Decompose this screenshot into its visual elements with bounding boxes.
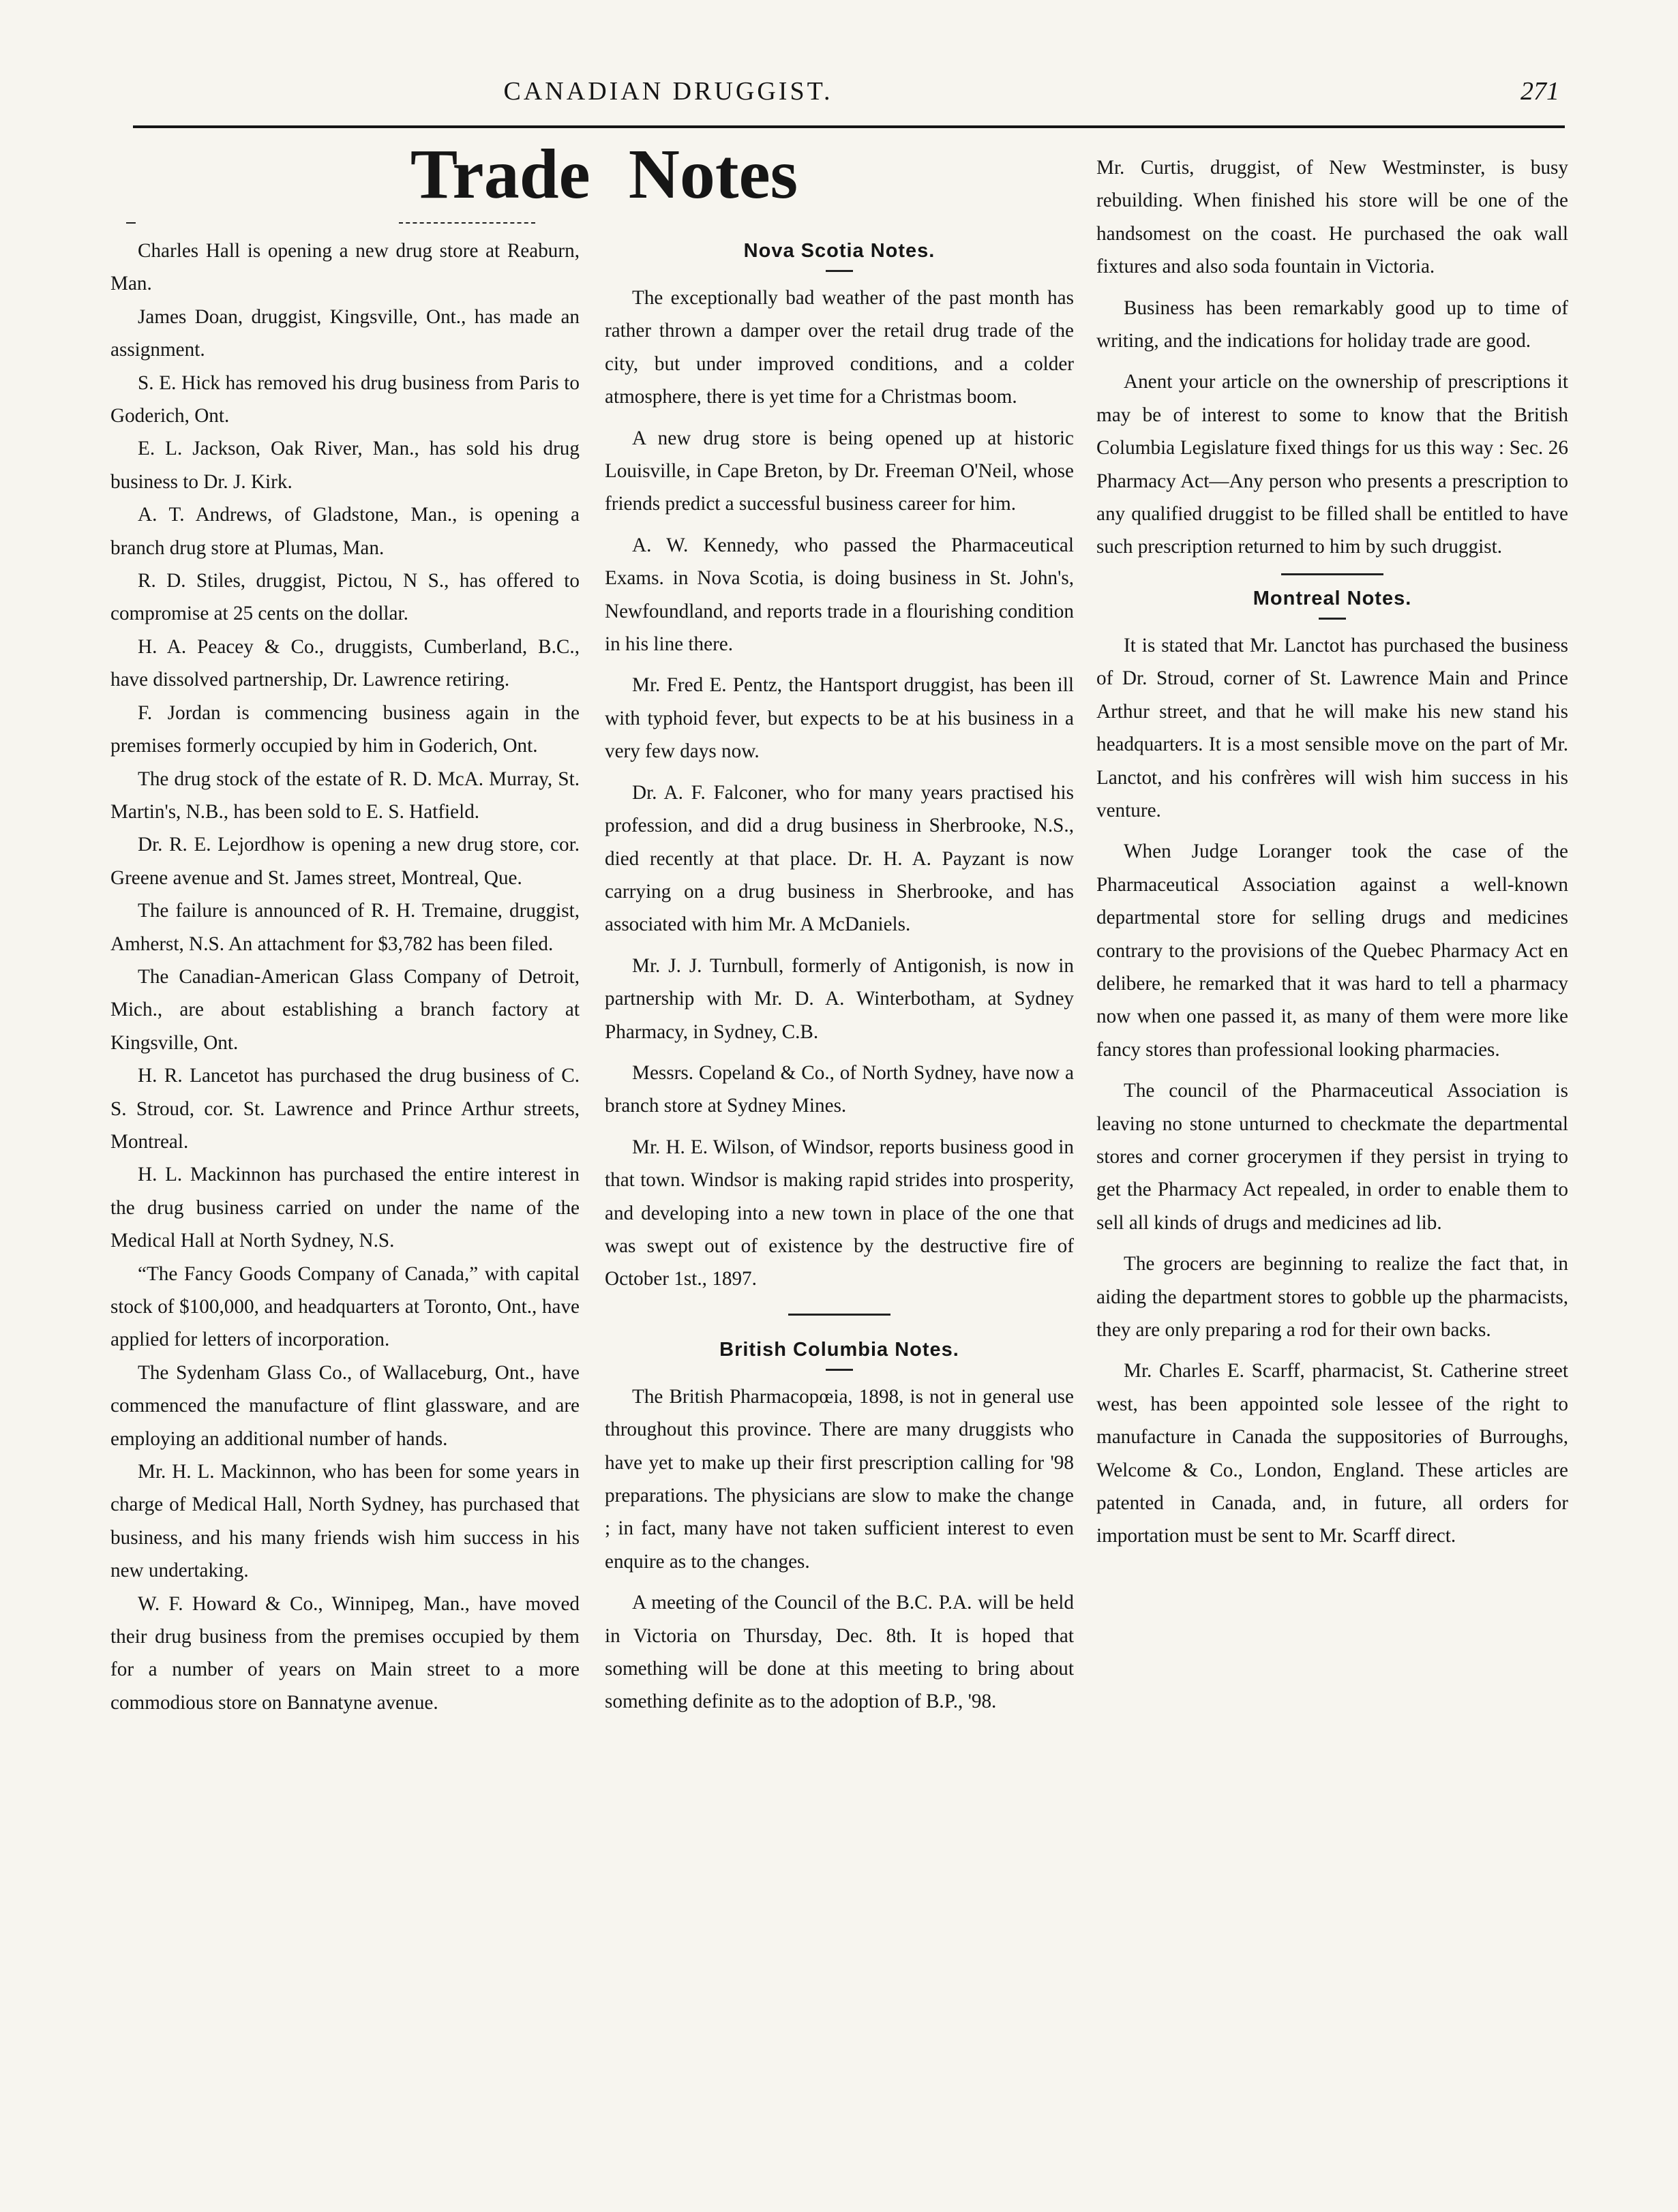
heading-rule xyxy=(826,1369,853,1371)
british-columbia-paragraph: Mr. Curtis, druggist, of New Westminster, is busy rebuilding. When finished his store will be one of the handsomest on the coast. He purchased the oak wall fixtures and also soda fountain in Victoria. xyxy=(1096,157,1568,278)
trade-note: F. Jordan is commencing business again in the premises formerly occupied by him in Goderich, Ont. xyxy=(110,701,580,757)
trade-note: The drug stock of the estate of R. D. McA. Murray, St. Martin's, N.B., has been sold to E. S. Hatfield. xyxy=(110,768,580,823)
section-heading-british-columbia: British Columbia Notes. xyxy=(719,1338,959,1361)
nova-scotia-paragraph: The exceptionally bad weather of the past month has rather thrown a damper over the retail drug trade of the city, but under improved conditions, and a colder atmosphere, there is yet time for a Christmas boom. xyxy=(605,287,1074,408)
trade-note: A. T. Andrews, of Gladstone, Man., is opening a branch drug store at Plumas, Man. xyxy=(110,504,580,559)
british-columbia-paragraph: A meeting of the Council of the B.C. P.A. will be held in Victoria on Thursday, Dec. 8th. It is hoped that something will be done at this meeting to bring about something definite as to the adoption of B.P., '98. xyxy=(605,1592,1074,1713)
section-heading-nova-scotia: Nova Scotia Notes. xyxy=(743,240,935,262)
british-columbia-paragraph: The British Pharmacopœia, 1898, is not in general use throughout this province. There are many druggists who have yet to make up their first prescription calling for '98 preparations. The physicians are slow to make the change ; in fact, many have not taken sufficient interest to even enquire as to the changes. xyxy=(605,1385,1074,1573)
section-heading-montreal: Montreal Notes. xyxy=(1253,587,1412,609)
trade-note: H. R. Lancetot has purchased the drug business of C. S. Stroud, cor. St. Lawrence and Prince Arthur streets, Montreal. xyxy=(110,1065,580,1153)
montreal-paragraph: The council of the Pharmaceutical Association is leaving no stone unturned to checkmate the departmental stores and corner grocerymen if they persist in trying to get the Pharmacy Act repealed, in order to enable them to sell all kinds of drugs and medicines ad lib. xyxy=(1096,1080,1568,1234)
column-trade-notes xyxy=(110,234,580,1719)
trade-note: “The Fancy Goods Company of Canada,” with capital stock of $100,000, and headquarters at Toronto, Ont., have applied for letters of incorporation. xyxy=(110,1262,580,1351)
page-title: Trade Notes xyxy=(410,135,798,213)
trade-note: The Sydenham Glass Co., of Wallaceburg, Ont., have commenced the manufacture of flint glassware, and are employing an additional number of hands. xyxy=(110,1361,580,1450)
trade-note: E. L. Jackson, Oak River, Man., has sold his drug business to Dr. J. Kirk. xyxy=(110,438,580,493)
montreal-paragraph: When Judge Loranger took the case of the Pharmaceutical Association against a well-known departmental store for selling drugs and medicines contrary to the provisions of the Quebec Pharmacy Act en delibere, he remarked that it was hard to tell a pharmacy now when one passed it, as many of them were more like fancy stores than professional looking pharmacies. xyxy=(1096,840,1568,1061)
trade-note: The failure is announced of R. H. Tremaine, druggist, Amherst, N.S. An attachment for $3,782 has been filed. xyxy=(110,900,580,955)
trade-note: W. F. Howard & Co., Winnipeg, Man., have moved their drug business from the premises occupied by them for a number of years on Main street to a more commodious store on Bannatyne avenue. xyxy=(110,1592,580,1714)
trade-note: Charles Hall is opening a new drug store at Reaburn, Man. xyxy=(110,240,580,295)
section-divider xyxy=(1281,573,1383,575)
trade-note: Mr. H. L. Mackinnon, who has been for some years in charge of Medical Hall, North Sydney, has purchased that business, and his many friends wish him success in his new undertaking. xyxy=(110,1461,580,1582)
nova-scotia-paragraph: Messrs. Copeland & Co., of North Sydney, have now a branch store at Sydney Mines. xyxy=(605,1061,1074,1117)
nova-scotia-paragraph: Mr. Fred E. Pentz, the Hantsport druggist, has been ill with typhoid fever, but expects to be at his business in a very few days now. xyxy=(605,674,1074,763)
nova-scotia-paragraph: A. W. Kennedy, who passed the Pharmaceutical Exams. in Nova Scotia, is doing business in St. John's, Newfoundland, and reports trade in a flourishing condition in his line there. xyxy=(605,534,1074,656)
title-ornament-dash xyxy=(126,222,136,224)
trade-note: The Canadian-American Glass Company of Detroit, Mich., are about establishing a branch factory at Kingsville, Ont. xyxy=(110,965,580,1054)
trade-note: R. D. Stiles, druggist, Pictou, N S., has offered to compromise at 25 cents on the dollar. xyxy=(110,570,580,625)
montreal-paragraph: It is stated that Mr. Lanctot has purchased the business of Dr. Stroud, corner of St. Lawrence Main and Prince Arthur street, and that he will make his new stand his headquarters. It is a most sensible move on the part of Mr. Lanctot, and his confrères will wish him success in his venture. xyxy=(1096,634,1568,821)
running-title: CANADIAN DRUGGIST. xyxy=(503,77,833,106)
nova-scotia-paragraph: Dr. A. F. Falconer, who for many years practised his profession, and did a drug business in Sherbrooke, N.S., died recently at that place. Dr. H. A. Payzant is now carrying on a drug business in Sherbrooke, and has associated with him Mr. A McDaniels. xyxy=(605,781,1074,936)
british-columbia-paragraph: Business has been remarkably good up to time of writing, and the indications for holiday trade are good. xyxy=(1096,297,1568,352)
column-regional-notes xyxy=(605,234,1074,1718)
heading-rule xyxy=(826,270,853,272)
trade-note: James Doan, druggist, Kingsville, Ont., has made an assignment. xyxy=(110,305,580,361)
trade-note: Dr. R. E. Lejordhow is opening a new drug store, cor. Greene avenue and St. James street, Montreal, Que. xyxy=(110,834,580,889)
section-divider xyxy=(788,1314,890,1316)
montreal-paragraph: Mr. Charles E. Scarff, pharmacist, St. Catherine street west, has been appointed sole lessee of the right to manufacture in Canada the suppositories of Burroughs, Welcome & Co., London, England. These articles are patented in Canada, and, in future, all orders for importation must be sent to Mr. Scarff direct. xyxy=(1096,1360,1568,1547)
trade-note: H. L. Mackinnon has purchased the entire interest in the drug business carried on under the name of the Medical Hall at North Sydney, N.S. xyxy=(110,1164,580,1252)
nova-scotia-paragraph: Mr. J. J. Turnbull, formerly of Antigonish, is now in partnership with Mr. D. A. Winterbotham, at Sydney Pharmacy, in Sydney, C.B. xyxy=(605,954,1074,1043)
column-continued-notes xyxy=(1096,151,1568,1553)
header-rule xyxy=(133,125,1565,128)
trade-note: H. A. Peacey & Co., druggists, Cumberland, B.C., have dissolved partnership, Dr. Lawrence retiring. xyxy=(110,635,580,691)
nova-scotia-paragraph: A new drug store is being opened up at historic Louisville, in Cape Breton, by Dr. Freeman O'Neil, whose friends predict a successful business career for him. xyxy=(605,427,1074,515)
nova-scotia-paragraph: Mr. H. E. Wilson, of Windsor, reports business good in that town. Windsor is making rapid strides into prosperity, and developing into a new town in place of the one that was swept out of existence by the destructive fire of October 1st., 1897. xyxy=(605,1136,1074,1290)
title-ornament-dash xyxy=(399,222,535,224)
british-columbia-paragraph: Anent your article on the ownership of prescriptions it may be of interest to some to know that the British Columbia Legislature fixed things for us this way : Sec. 26 Pharmacy Act—Any person who presents a prescription to any qualified druggist to be filled shall be entitled to have such prescription returned to him by such druggist. xyxy=(1096,371,1568,558)
montreal-paragraph: The grocers are beginning to realize the fact that, in aiding the department stores to gobble up the pharmacists, they are only preparing a rod for their own backs. xyxy=(1096,1253,1568,1341)
page-number: 271 xyxy=(1520,77,1559,106)
trade-note: S. E. Hick has removed his drug business from Paris to Goderich, Ont. xyxy=(110,372,580,427)
heading-rule xyxy=(1319,618,1346,620)
